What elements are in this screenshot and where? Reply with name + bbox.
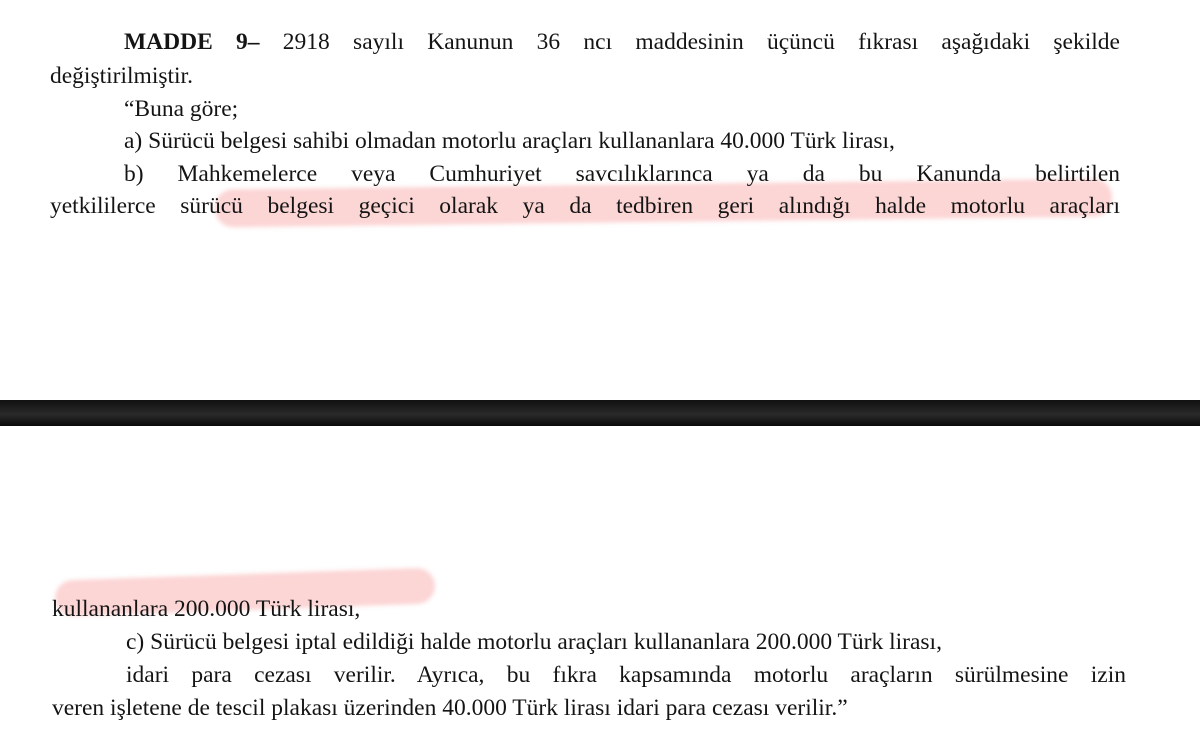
clipping-divider	[0, 400, 1200, 426]
article-intro-text: 2918 sayılı Kanunun 36 ncı maddesinin üçüncü fıkrası aşağıdaki şekilde	[259, 29, 1120, 55]
item-c-continuation-line1: idari para cezası verilir. Ayrıca, bu fıkra kapsamında motorlu araçların sürülmesine izin	[126, 662, 1126, 688]
quote-start-line: “Buna göre;	[124, 96, 239, 122]
item-b-text-line1: b) Mahkemelerce veya Cumhuriyet savcılıklarınca ya da bu Kanunda belirtilen	[124, 161, 1120, 187]
article-number: MADDE 9–	[124, 29, 260, 55]
item-b-text-line3: kullananlara 200.000 Türk lirası,	[52, 596, 361, 622]
item-a-text: a) Sürücü belgesi sahibi olmadan motorlu araçları kullananlara 40.000 Türk lirası,	[124, 128, 895, 154]
item-c-continuation-line2: veren işletene de tescil plakası üzerinden 40.000 Türk lirası idari para cezası verilir.”	[52, 695, 848, 721]
item-b-text-line2: yetkililerce sürücü belgesi geçici olarak ya da tedbiren geri alındığı halde motorlu araçları	[50, 193, 1120, 219]
article-intro-continuation: değiştirilmiştir.	[50, 63, 193, 89]
item-c-text: c) Sürücü belgesi iptal edildiği halde motorlu araçları kullananlara 200.000 Türk lirası,	[126, 629, 942, 655]
article-heading-line	[124, 27, 1120, 57]
